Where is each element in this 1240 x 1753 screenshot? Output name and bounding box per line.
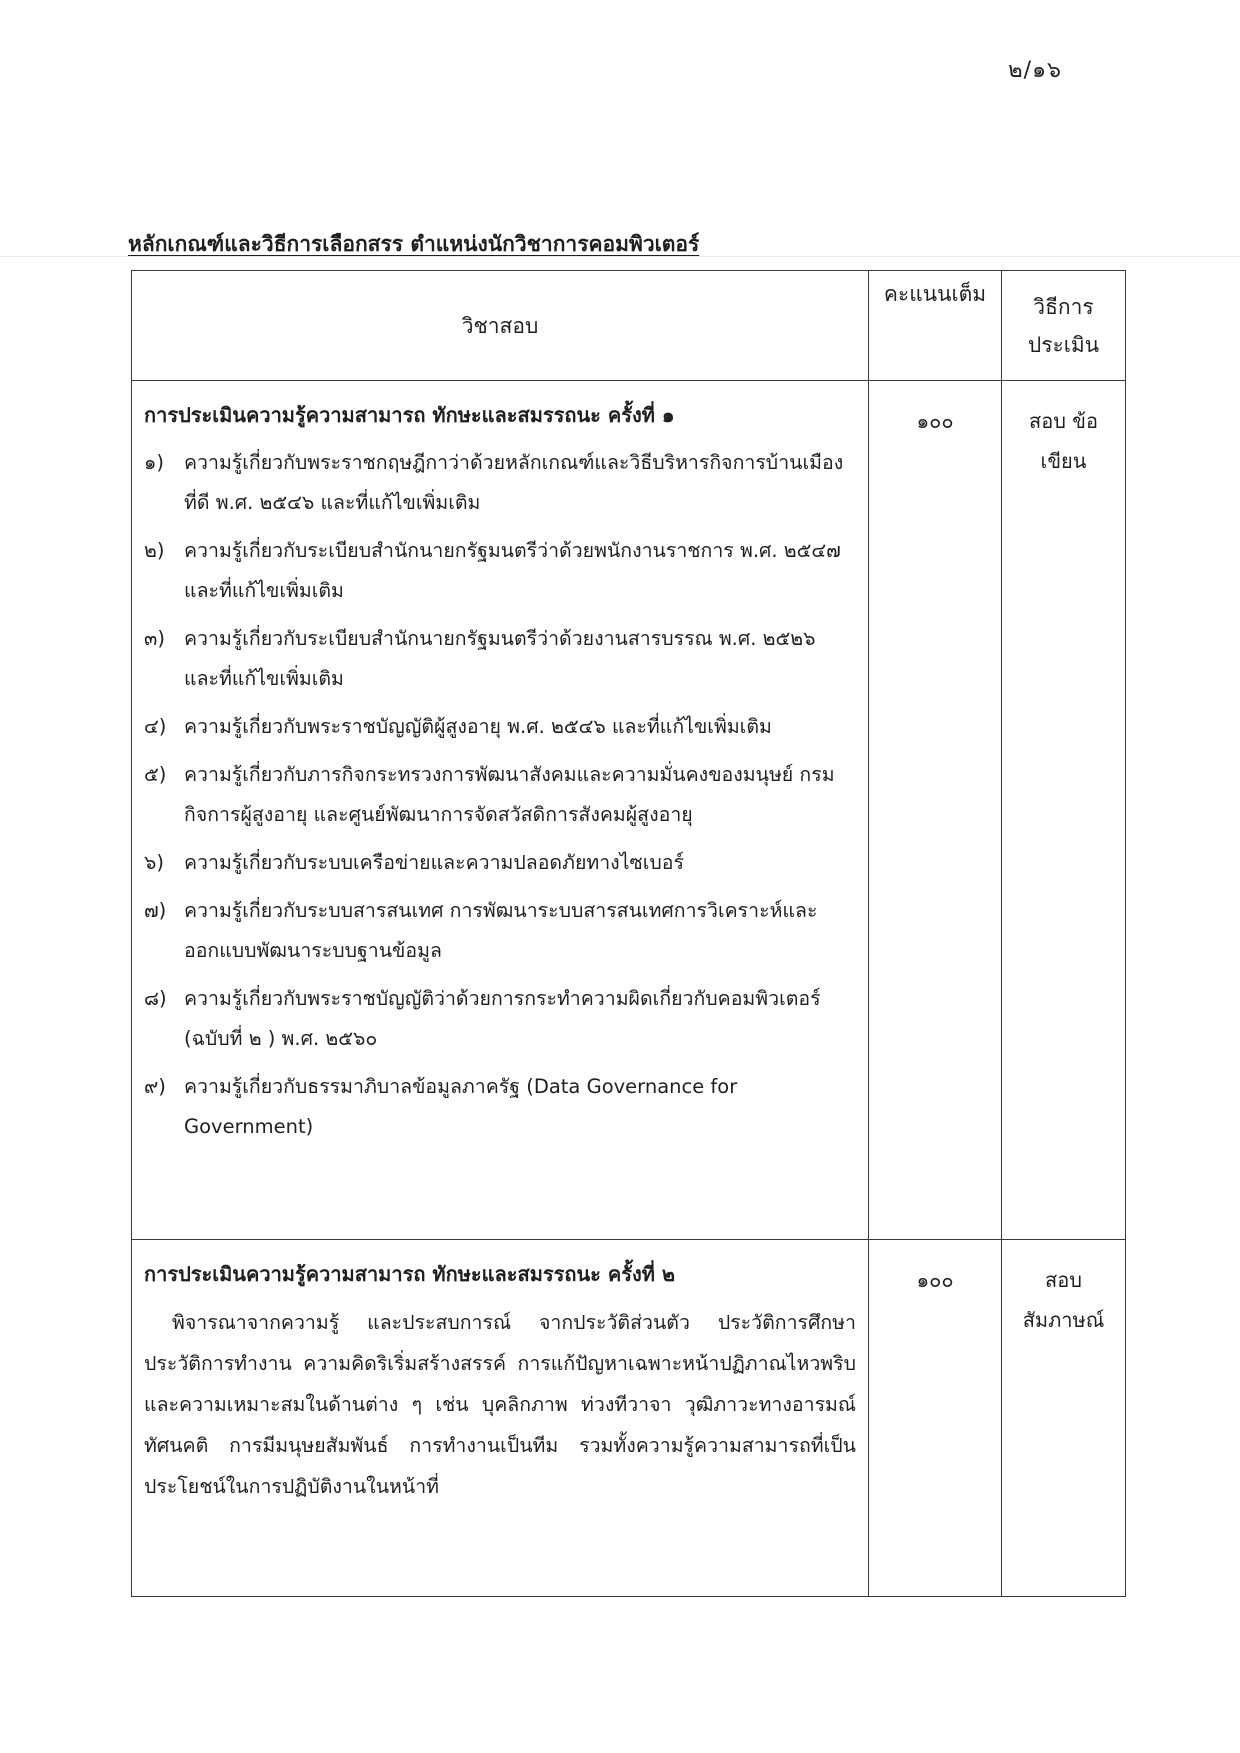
list-item: ๘) ความรู้เกี่ยวกับพระราชบัญญัติว่าด้วยการกระทำความผิดเกี่ยวกับคอมพิวเตอร์ (ฉบับที่ ๒ ) พ.ศ. ๒๕๖๐ [144,987,821,1050]
list-item: ๙) ความรู้เกี่ยวกับธรรมาภิบาลข้อมูลภาครัฐ (Data Governance for Government) [144,1075,738,1138]
section-1-item-list [144,443,856,1147]
header-subject: วิชาสอบ [132,271,869,381]
selection-criteria-table [131,270,1126,1597]
header-method: วิธีการ ประเมิน [1002,271,1126,381]
table-row [132,1240,1126,1597]
section-1-score: ๑๐๐ [869,381,1002,1240]
list-item: ๑) ความรู้เกี่ยวกับพระราชกฤษฎีกาว่าด้วยหลักเกณฑ์และวิธีบริหารกิจการบ้านเมืองที่ดี พ.ศ. ๒๕๔๖ และที่แก้ไขเพิ่มเติม [144,451,844,514]
table-header-row [132,271,1126,381]
section-2-score: ๑๐๐ [869,1240,1002,1597]
list-item: ๒) ความรู้เกี่ยวกับระเบียบสำนักนายกรัฐมนตรีว่าด้วยพนักงานราชการ พ.ศ. ๒๕๔๗ และที่แก้ไขเพิ่มเติม [144,539,841,602]
section-2-subjects [132,1240,869,1597]
section-1-subjects [132,381,869,1240]
scan-divider [0,256,1240,257]
list-item: ๕) ความรู้เกี่ยวกับภารกิจกระทรวงการพัฒนาสังคมและความมั่นคงของมนุษย์ กรมกิจการผู้สูงอายุ และศูนย์พัฒนาการจัดสวัสดิการสังคมผู้สูงอายุ [144,763,835,826]
table-row [132,381,1126,1240]
section-2-heading: การประเมินความรู้ความสามารถ ทักษะและสมรรถนะ ครั้งที่ ๒ [144,1262,676,1286]
header-full-score: คะแนนเต็ม [869,271,1002,381]
list-item: ๓) ความรู้เกี่ยวกับระเบียบสำนักนายกรัฐมนตรีว่าด้วยงานสารบรรณ พ.ศ. ๒๕๒๖ และที่แก้ไขเพิ่มเติม [144,627,816,690]
list-item: ๖) ความรู้เกี่ยวกับระบบเครือข่ายและความปลอดภัยทางไซเบอร์ [144,851,684,874]
document-title: หลักเกณฑ์และวิธีการเลือกสรร ตำแหน่งนักวิชาการคอมพิวเตอร์ [128,232,700,256]
list-item: ๔) ความรู้เกี่ยวกับพระราชบัญญัติผู้สูงอายุ พ.ศ. ๒๕๔๖ และที่แก้ไขเพิ่มเติม [144,715,772,738]
page-number: ๒/๑๖ [1008,58,1062,83]
list-item: ๗) ความรู้เกี่ยวกับระบบสารสนเทศ การพัฒนาระบบสารสนเทศการวิเคราะห์และออกแบบพัฒนาระบบฐานข้อมูล [144,899,818,962]
section-1-method: สอบ ข้อเขียน [1002,381,1126,1240]
section-1-heading: การประเมินความรู้ความสามารถ ทักษะและสมรรถนะ ครั้งที่ ๑ [144,403,675,427]
section-2-method: สอบ สัมภาษณ์ [1002,1240,1126,1597]
section-2-paragraph: พิจารณาจากความรู้ และประสบการณ์ จากประวัติส่วนตัว ประวัติการศึกษา ประวัติการทำงาน ความคิดริเริ่มสร้างสรรค์ การแก้ปัญหาเฉพาะหน้าปฏิภาณไหวพริบ และความเหมาะสมในด้านต่าง ๆ เช่น บุคลิกภาพ ท่วงทีวาจา วุฒิภาวะทางอารมณ์ ทัศนคติ การมีมนุษยสัมพันธ์ การทำงานเป็นทีม รวมทั้งความรู้ความสามารถที่เป็นประโยชน์ในการปฏิบัติงานในหน้าที่ [144,1311,856,1498]
